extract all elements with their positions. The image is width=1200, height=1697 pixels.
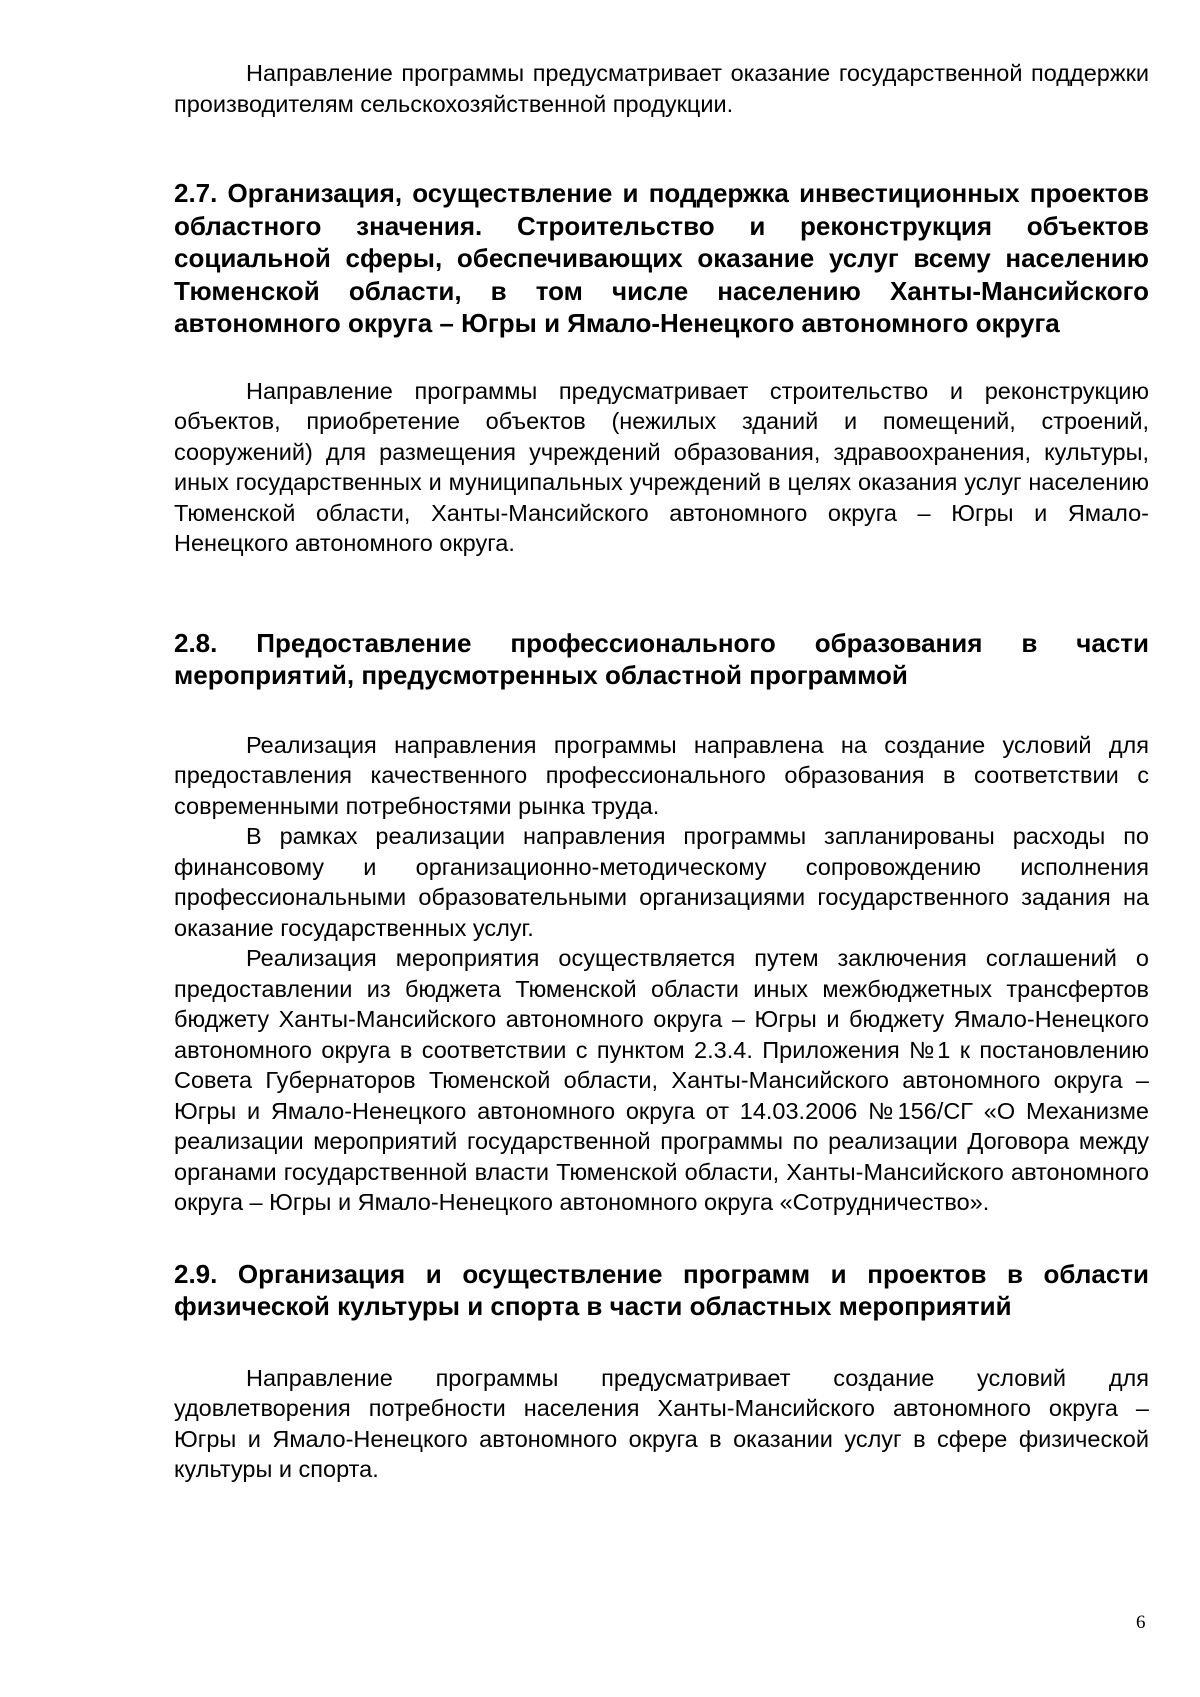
section-2-8-paragraph-3: Реализация мероприятия осуществляется путем заключения соглашений о предоставлении из бюджета Тюменской области иных межбюджетных трансфертов бюджету Ханты-Мансийского автономного округа – Югры и бюджету Ямало-Ненецкого автономного округа в соответствии с пунктом 2.3.4. Приложения №1 к постановлению Совета Губернаторов Тюменской области, Ханты-Мансийского автономного округа – Югры и Ямало-Ненецкого автономного округа от 14.03.2006 №156/СГ «О Механизме реализации мероприятий государственной программы по реализации Договора между органами государственной власти Тюменской области, Ханты-Мансийского автономного округа – Югры и Ямало-Ненецкого автономного округа «Сотрудничество». [174,945,1149,1215]
section-2-8-heading: 2.8. Предоставление профессионального образования в части мероприятий, предусмотренных областной программой [174,627,1149,690]
section-2-8-paragraph-1: Реализация направления программы направлена на создание условий для предоставления качественного профессионального образования в соответствии с современными потребностями рынка труда. [174,731,1149,819]
section-2-7-paragraph: Направление программы предусматривает строительство и реконструкцию объектов, приобретение объектов (нежилых зданий и помещений, строений, сооружений) для размещения учреждений образования, здравоохранения, культуры, иных государственных и муниципальных учреждений в целях оказания услуг населению Тюменской области, Ханты-Мансийского автономного округа – Югры и Ямало-Ненецкого автономного округа. [174,377,1149,556]
intro-paragraph: Направление программы предусматривает оказание государственной поддержки производителям сельскохозяйственной продукции. [174,60,1149,117]
section-2-9-heading: 2.9. Организация и осуществление программ и проектов в области физической культуры и спорта в части областных мероприятий [174,1258,1149,1321]
section-2-8-paragraph-2: В рамках реализации направления программы запланированы расходы по финансовому и организационно-методическому сопровождению исполнения профессиональными образовательными организациями государственного задания на оказание государственных услуг. [174,823,1149,941]
page-content [174,58,1149,1485]
section-2-9-paragraph: Направление программы предусматривает создание условий для удовлетворения потребности населения Ханты-Мансийского автономного округа – Югры и Ямало-Ненецкого автономного округа в оказании услуг в сфере физической культуры и спорта. [174,1364,1149,1482]
section-2-7-heading: 2.7. Организация, осуществление и поддержка инвестиционных проектов областного значения. Строительство и реконструкция объектов социальной сферы, обеспечивающих оказание услуг всему населению Тюменской области, в том числе населению Ханты-Мансийского автономного округа – Югры и Ямало-Ненецкого автономного округа [174,178,1149,338]
page-number: 6 [1136,1612,1146,1633]
